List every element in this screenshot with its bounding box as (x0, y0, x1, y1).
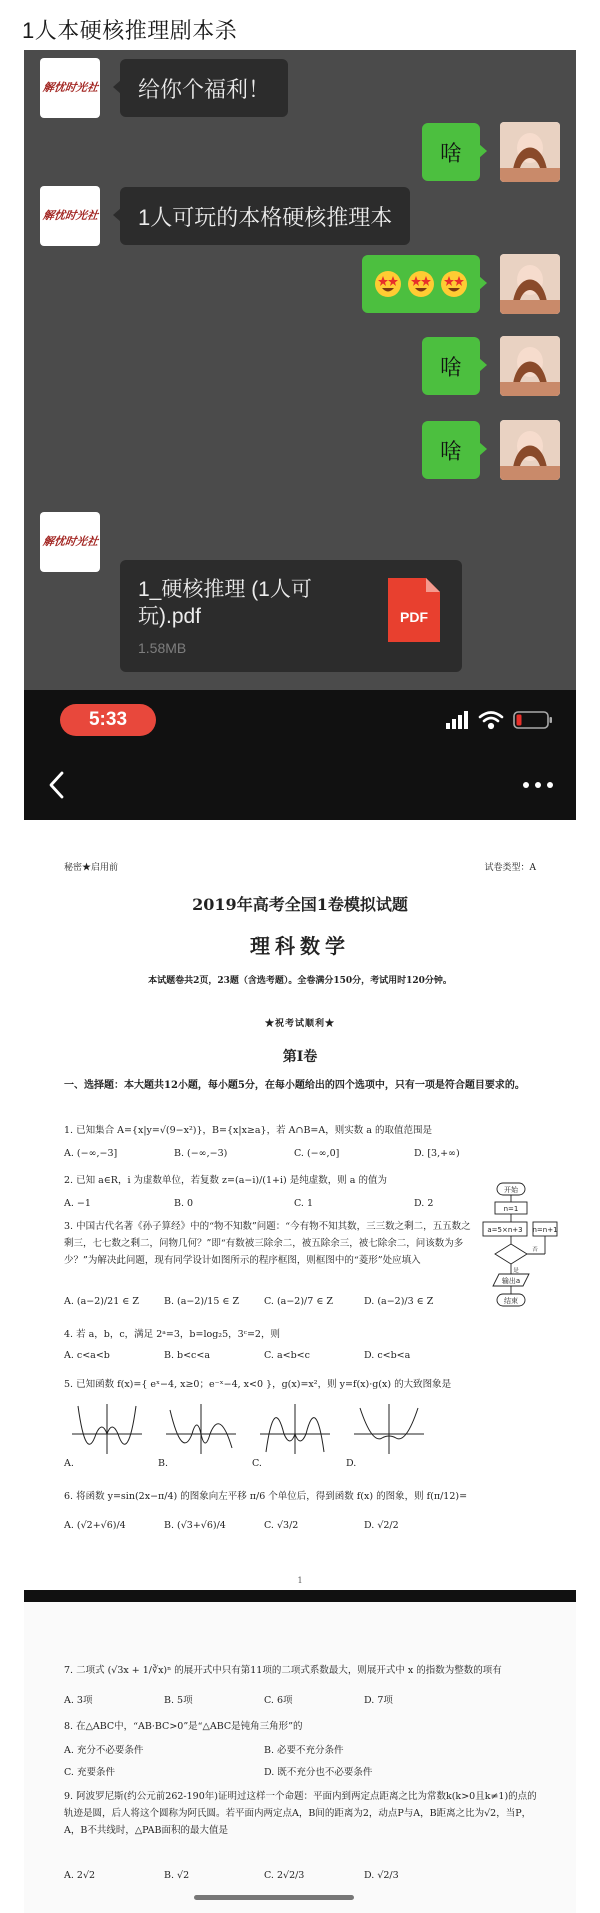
question-5-option-d: D. (346, 1458, 357, 1469)
question-3-option-b: B. (a−2)/15 ∈ Z (164, 1296, 240, 1307)
question-2-option-d: D. 2 (414, 1198, 434, 1209)
user-photo-icon (500, 254, 560, 314)
sender-avatar[interactable] (40, 186, 100, 246)
question-1-stem: 1. 已知集合 A={x|y=√(9−x²)}，B={x|x≥a}，若 A∩B=A，则实数 a 的取值范围是 (64, 1125, 432, 1136)
exam-part: 第Ⅰ卷 (282, 1049, 318, 1065)
user-avatar[interactable] (500, 122, 560, 182)
question-1-option-a: A. (−∞,−3] (64, 1148, 118, 1159)
more-dots-icon[interactable] (522, 778, 554, 792)
question-5-option-b: B. (158, 1458, 169, 1469)
star-struck-emoji-icon (440, 270, 468, 298)
flow-decision-node (495, 1244, 527, 1264)
status-icons (446, 708, 554, 732)
pdf-file-icon (388, 578, 440, 642)
user-avatar[interactable] (500, 336, 560, 396)
pdf-page-1[interactable] (24, 820, 576, 1590)
question-3-stem: 3. 中国古代名著《孙子算经》中的“物不知数”问题：“今有物不知其数，三三数之剩二，五五数之剩三，七七数之剩二，问物几何？”即“有数被三除余二，被五除余三，被七除余二，问该数为多少？”为解决此问题，现有同学设计如图所示的程序框图，则框图中的“菱形”处应填入 (64, 1221, 471, 1266)
question-2-option-c: C. 1 (294, 1198, 314, 1209)
question-6-option-c: C. √3/2 (264, 1520, 299, 1531)
question-7-option-b: B. 5项 (164, 1695, 193, 1706)
question-3-option-d: D. (a−2)/3 ∈ Z (364, 1296, 434, 1307)
question-4-stem: 4. 若 a，b，c，满足 2ᵃ=3，b=log₂5，3ᶜ=2，则 (64, 1329, 280, 1340)
pdf-page-2[interactable] (24, 1602, 576, 1913)
file-size: 1.58MB (138, 640, 187, 656)
question-9-option-d: D. √2/3 (364, 1870, 399, 1881)
question-9-option-b: B. √2 (164, 1870, 190, 1881)
question-8-option-c: C. 充要条件 (64, 1767, 115, 1778)
question-9-option-c: C. 2√2/3 (264, 1870, 305, 1881)
question-8-option-a: A. 充分不必要条件 (64, 1745, 144, 1756)
flow-end-label: 结束 (504, 1297, 518, 1305)
chat-screenshot (24, 50, 576, 690)
file-name: 1_硬核推理 (1人可玩).pdf (138, 578, 312, 628)
message-bubble[interactable]: 啥 (422, 123, 480, 181)
question-5-option-c: C. (252, 1458, 262, 1469)
program-flowchart (479, 1182, 559, 1314)
doc-header-right: 试卷类型：A (484, 863, 536, 873)
question-4-option-d: D. c<b<a (364, 1350, 411, 1361)
exam-intro: 本试题卷共2页，23题（含选考题）。全卷满分150分，考试用时120分钟。 (148, 976, 452, 986)
question-2-stem: 2. 已知 a∈R，i 为虚数单位，若复数 z=(a−i)/(1+i) 是纯虚数，则 a 的值为 (64, 1175, 387, 1186)
pdf-icon-label: PDF (400, 609, 428, 625)
sender-avatar[interactable] (40, 512, 100, 572)
flow-calc-label: a=5×n+3 (487, 1226, 523, 1234)
flow-output-label: 输出a (501, 1277, 521, 1285)
graph-option-a (72, 1404, 142, 1454)
home-indicator[interactable] (194, 1895, 354, 1900)
sender-logo-text: 解忧时光社 (41, 535, 99, 548)
exam-title: 2019年高考全国1卷模拟试题 (192, 895, 408, 914)
back-chevron-icon[interactable] (46, 770, 68, 800)
section-heading: 一、选择题：本大题共12小题，每小题5分，在每小题给出的四个选项中，只有一项是符合题目要求的。 (64, 1080, 525, 1091)
question-1-option-c: C. (−∞,0] (294, 1148, 340, 1159)
message-bubble[interactable]: 1人可玩的本格硬核推理本 (120, 187, 410, 245)
user-photo-icon (500, 336, 560, 396)
sender-logo-text: 解忧时光社 (41, 209, 99, 222)
question-6-stem: 6. 将函数 y=sin(2x−π/4) 的图象向左平移 π/6 个单位后，得到函数 f(x) 的图象，则 f(π/12)= (64, 1491, 468, 1502)
graph-option-d (354, 1404, 424, 1454)
question-2-option-b: B. 0 (174, 1198, 194, 1209)
user-avatar[interactable] (500, 254, 560, 314)
question-9-stem: 9. 阿波罗尼斯(约公元前262-190年)证明过这样一个命题：平面内到两定点距离之比为常数k(k>0且k≠1)的点的轨迹是圆，后人将这个圆称为阿氏圆。若平面内两定点A，B间的距离为2，动点P与A，B距离之比为√2，当P，A，B不共线时，△PAB面积的最大值是 (64, 1791, 537, 1836)
battery-low-icon (514, 712, 552, 728)
sender-avatar[interactable] (40, 58, 100, 118)
page-number: 1 (297, 1576, 303, 1585)
message-bubble[interactable]: 啥 (422, 421, 480, 479)
cellular-icon (446, 711, 468, 729)
question-6-option-d: D. √2/2 (364, 1520, 399, 1531)
page-separator (24, 1590, 576, 1602)
question-3-option-c: C. (a−2)/7 ∈ Z (264, 1296, 333, 1307)
post-title: 1人本硬核推理剧本杀 (22, 18, 238, 43)
star-struck-emoji-icon (374, 270, 402, 298)
sender-logo-text: 解忧时光社 (41, 81, 99, 94)
question-8-option-b: B. 必要不充分条件 (264, 1745, 344, 1756)
star-struck-emoji-icon (407, 270, 435, 298)
question-7-option-c: C. 6项 (264, 1695, 293, 1706)
exam-subject: 理科数学 (250, 934, 350, 958)
emoji-message-bubble[interactable] (362, 255, 480, 313)
status-bar (24, 690, 576, 750)
graph-option-c (260, 1404, 330, 1454)
question-4-option-a: A. c<a<b (64, 1350, 110, 1361)
question-4-option-b: B. b<c<a (164, 1350, 211, 1361)
flow-start-label: 开始 (504, 1186, 518, 1194)
question-1-option-d: D. [3,+∞) (414, 1148, 460, 1159)
question-1-option-b: B. (−∞,−3) (174, 1148, 228, 1159)
question-8-option-d: D. 既不充分也不必要条件 (264, 1767, 373, 1778)
document-nav-bar (24, 750, 576, 820)
question-5-option-a: A. (64, 1458, 74, 1469)
question-3-option-a: A. (a−2)/21 ∈ Z (64, 1296, 139, 1307)
graph-option-b (166, 1404, 236, 1454)
user-avatar[interactable] (500, 420, 560, 480)
question-6-option-a: A. (√2+√6)/4 (64, 1520, 126, 1531)
user-photo-icon (500, 122, 560, 182)
user-photo-icon (500, 420, 560, 480)
question-5-stem: 5. 已知函数 f(x)={ eˣ−4, x≥0；e⁻ˣ−4, x<0 }，g(x)=x²，则 y=f(x)·g(x) 的大致图象是 (64, 1379, 452, 1390)
question-8-stem: 8. 在△ABC中，“AB·BC>0”是“△ABC是钝角三角形”的 (64, 1721, 303, 1732)
question-7-option-d: D. 7项 (364, 1695, 393, 1706)
flow-init-label: n=1 (503, 1205, 519, 1213)
question-9-option-a: A. 2√2 (64, 1870, 96, 1881)
flow-yes-label: 是 (513, 1268, 519, 1274)
doc-header-left: 秘密★启用前 (64, 863, 119, 873)
flow-inc-label: n=n+1 (532, 1226, 558, 1234)
question-4-option-c: C. a<b<c (264, 1350, 310, 1361)
flow-no-label: 否 (532, 1247, 538, 1253)
status-time[interactable]: 5:33 (60, 704, 156, 736)
exam-wish: ★祝考试顺利★ (264, 1019, 335, 1029)
question-7-option-a: A. 3项 (64, 1695, 93, 1706)
question-7-stem: 7. 二项式 (√3x + 1/∛x)ⁿ 的展开式中只有第11项的二项式系数最大，则展开式中 x 的指数为整数的项有 (64, 1665, 502, 1676)
message-bubble[interactable]: 啥 (422, 337, 480, 395)
wifi-icon (480, 713, 502, 728)
pdf-file-message[interactable] (120, 560, 462, 672)
question-2-option-a: A. −1 (64, 1198, 91, 1209)
message-bubble[interactable]: 给你个福利！ (120, 59, 288, 117)
question-6-option-b: B. (√3+√6)/4 (164, 1520, 226, 1531)
